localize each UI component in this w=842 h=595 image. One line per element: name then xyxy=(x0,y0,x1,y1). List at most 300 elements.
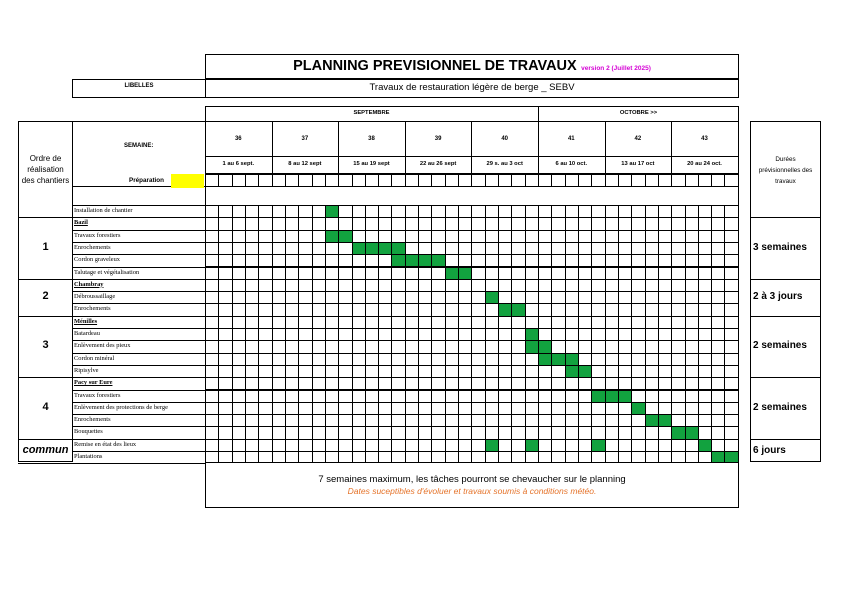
filled-cell xyxy=(485,291,499,304)
grid-cell xyxy=(485,328,499,341)
grid-cell xyxy=(325,328,339,341)
grid-cell xyxy=(218,328,232,341)
grid-cell xyxy=(325,254,339,267)
grid-cell xyxy=(698,174,712,187)
grid-cell xyxy=(538,279,552,292)
grid-cell xyxy=(685,439,699,452)
grid-cell xyxy=(205,365,219,378)
grid-cell xyxy=(618,340,632,353)
grid-cell xyxy=(551,365,565,378)
grid-cell xyxy=(498,316,512,329)
week-dates: 22 au 26 sept xyxy=(419,161,457,167)
grid-cell xyxy=(365,174,379,187)
grid-cell xyxy=(245,291,259,304)
grid-cell xyxy=(352,439,366,452)
grid-cell xyxy=(338,340,352,353)
grid-cell xyxy=(298,402,312,415)
grid-cell xyxy=(325,303,339,316)
grid-cell xyxy=(485,217,499,230)
task-label: Enrochements xyxy=(74,243,111,251)
grid-cell xyxy=(711,230,725,243)
grid-cell xyxy=(298,316,312,329)
grid-cell xyxy=(485,254,499,267)
week-dates: 1 au 6 sept. xyxy=(222,161,255,167)
grid-cell xyxy=(658,205,672,218)
grid-cell xyxy=(578,205,592,218)
grid-cell xyxy=(431,426,445,439)
grid-cell xyxy=(458,328,472,341)
task-label: Enrochements xyxy=(74,416,111,424)
grid-cell xyxy=(724,402,738,415)
filled-cell xyxy=(538,340,552,353)
grid-cell xyxy=(431,217,445,230)
grid-cell xyxy=(471,205,485,218)
grid-cell xyxy=(378,426,392,439)
filled-cell xyxy=(618,390,632,403)
grid-cell xyxy=(365,439,379,452)
grid-cell xyxy=(645,316,659,329)
task-label: Bazil xyxy=(74,219,88,227)
grid-cell xyxy=(312,267,326,280)
grid-cell xyxy=(618,439,632,452)
grid-cell xyxy=(298,303,312,316)
task-label: Talutage et végétalisation xyxy=(74,268,140,276)
filled-cell xyxy=(391,242,405,255)
grid-cell xyxy=(511,365,525,378)
grid-cell xyxy=(352,205,366,218)
grid-cell xyxy=(698,267,712,280)
grid-cell xyxy=(258,340,272,353)
duration-separator xyxy=(750,279,821,280)
footer-warning: Dates suceptibles d'évoluer et travaux soumis à conditions météo. xyxy=(347,486,597,496)
grid-cell xyxy=(258,267,272,280)
site-number: 1 xyxy=(42,241,49,254)
grid-cell xyxy=(538,217,552,230)
grid-cell xyxy=(391,390,405,403)
grid-cell xyxy=(645,340,659,353)
grid-cell xyxy=(272,279,286,292)
month-october: OCTOBRE >> xyxy=(619,110,658,116)
grid-cell xyxy=(312,365,326,378)
grid-cell xyxy=(605,316,619,329)
footer-note: 7 semaines maximum, les tâches pourront se chevaucher sur le planning xyxy=(318,474,626,485)
grid-cell xyxy=(698,340,712,353)
week-number: 40 xyxy=(501,136,509,142)
grid-cell xyxy=(565,316,579,329)
grid-cell xyxy=(418,291,432,304)
grid-cell xyxy=(458,254,472,267)
grid-cell xyxy=(605,230,619,243)
grid-cell xyxy=(471,402,485,415)
week-dates: 29 s. au 3 oct xyxy=(486,161,523,167)
grid-cell xyxy=(618,328,632,341)
grid-cell xyxy=(551,439,565,452)
grid-cell xyxy=(511,316,525,329)
grid-cell xyxy=(645,353,659,366)
grid-cell xyxy=(724,254,738,267)
grid-cell xyxy=(591,254,605,267)
grid-cell xyxy=(352,303,366,316)
grid-cell xyxy=(565,291,579,304)
grid-cell xyxy=(658,353,672,366)
filled-cell xyxy=(631,402,645,415)
site-duration: 2 semaines xyxy=(753,340,807,352)
grid-cell xyxy=(698,303,712,316)
grid-cell xyxy=(298,205,312,218)
grid-cell xyxy=(232,242,246,255)
grid-cell xyxy=(605,279,619,292)
grid-cell xyxy=(511,279,525,292)
grid-cell xyxy=(618,426,632,439)
filled-cell xyxy=(405,254,419,267)
grid-cell xyxy=(272,205,286,218)
grid-cell xyxy=(565,414,579,427)
grid-cell xyxy=(511,390,525,403)
grid-cell xyxy=(405,402,419,415)
site-separator xyxy=(18,439,738,440)
grid-cell xyxy=(645,279,659,292)
task-label: Bouquettes xyxy=(74,428,103,436)
grid-cell xyxy=(378,217,392,230)
grid-cell xyxy=(445,328,459,341)
grid-cell xyxy=(671,254,685,267)
grid-cell xyxy=(352,426,366,439)
grid-cell xyxy=(671,390,685,403)
grid-cell xyxy=(338,303,352,316)
grid-cell xyxy=(631,205,645,218)
grid-cell xyxy=(205,426,219,439)
grid-cell xyxy=(352,377,366,390)
grid-cell xyxy=(338,267,352,280)
grid-cell xyxy=(405,174,419,187)
grid-cell xyxy=(391,426,405,439)
grid-cell xyxy=(312,353,326,366)
grid-cell xyxy=(471,254,485,267)
grid-cell xyxy=(272,365,286,378)
grid-cell xyxy=(312,390,326,403)
site-separator xyxy=(18,316,738,317)
grid-cell xyxy=(631,426,645,439)
grid-cell xyxy=(631,316,645,329)
grid-cell xyxy=(685,340,699,353)
grid-cell xyxy=(431,353,445,366)
grid-cell xyxy=(391,365,405,378)
grid-cell xyxy=(205,242,219,255)
grid-cell xyxy=(591,242,605,255)
grid-cell xyxy=(631,340,645,353)
grid-cell xyxy=(232,279,246,292)
grid-cell xyxy=(312,254,326,267)
grid-cell xyxy=(312,439,326,452)
grid-cell xyxy=(671,377,685,390)
grid-cell xyxy=(724,279,738,292)
grid-cell xyxy=(205,340,219,353)
grid-cell xyxy=(338,426,352,439)
filled-cell xyxy=(498,303,512,316)
title-line xyxy=(205,57,739,75)
grid-cell xyxy=(445,254,459,267)
grid-cell xyxy=(551,377,565,390)
grid-cell xyxy=(298,377,312,390)
grid-cell xyxy=(498,414,512,427)
grid-cell xyxy=(525,174,539,187)
grid-cell xyxy=(685,217,699,230)
grid-cell xyxy=(471,340,485,353)
grid-cell xyxy=(658,402,672,415)
duration-separator xyxy=(750,377,821,378)
grid-cell xyxy=(378,267,392,280)
grid-cell xyxy=(711,426,725,439)
grid-cell xyxy=(605,439,619,452)
filled-cell xyxy=(658,414,672,427)
grid-cell xyxy=(285,402,299,415)
grid-cell xyxy=(578,353,592,366)
grid-cell xyxy=(431,414,445,427)
grid-cell xyxy=(232,174,246,187)
grid-cell xyxy=(312,303,326,316)
grid-cell xyxy=(511,174,525,187)
grid-cell xyxy=(285,242,299,255)
grid-cell xyxy=(671,230,685,243)
grid-cell xyxy=(645,242,659,255)
grid-cell xyxy=(525,303,539,316)
label-header-top xyxy=(72,121,205,122)
grid-cell xyxy=(205,217,219,230)
grid-cell xyxy=(591,267,605,280)
grid-cell xyxy=(298,242,312,255)
grid-cell xyxy=(272,242,286,255)
grid-cell xyxy=(471,353,485,366)
grid-cell xyxy=(205,402,219,415)
grid-cell xyxy=(645,390,659,403)
grid-cell xyxy=(352,217,366,230)
grid-cell xyxy=(685,291,699,304)
grid-cell xyxy=(525,267,539,280)
grid-cell xyxy=(711,242,725,255)
grid-cell xyxy=(685,303,699,316)
filled-cell xyxy=(431,254,445,267)
grid-cell xyxy=(285,217,299,230)
grid-cell xyxy=(591,316,605,329)
grid-cell xyxy=(685,328,699,341)
grid-cell xyxy=(658,328,672,341)
grid-cell xyxy=(285,340,299,353)
grid-cell xyxy=(298,230,312,243)
grid-cell xyxy=(298,217,312,230)
grid-cell xyxy=(471,230,485,243)
filled-cell xyxy=(645,414,659,427)
grid-cell xyxy=(232,353,246,366)
grid-cell xyxy=(272,426,286,439)
grid-cell xyxy=(605,217,619,230)
grid-cell xyxy=(285,414,299,427)
grid-cell xyxy=(538,205,552,218)
grid-cell xyxy=(245,402,259,415)
task-label: Enlèvement des protections de berge xyxy=(74,403,168,411)
grid-cell xyxy=(605,174,619,187)
grid-cell xyxy=(565,230,579,243)
grid-cell xyxy=(298,254,312,267)
grid-cell xyxy=(245,340,259,353)
grid-cell xyxy=(525,414,539,427)
grid-cell xyxy=(445,390,459,403)
grid-cell xyxy=(711,291,725,304)
grid-cell xyxy=(405,291,419,304)
task-label: Travaux forestiers xyxy=(74,391,121,399)
grid-cell xyxy=(724,328,738,341)
grid-cell xyxy=(605,303,619,316)
grid-cell xyxy=(511,230,525,243)
grid-cell xyxy=(605,267,619,280)
grid-cell xyxy=(312,328,326,341)
grid-cell xyxy=(458,291,472,304)
grid-cell xyxy=(498,426,512,439)
grid-cell xyxy=(405,328,419,341)
grid-cell xyxy=(205,439,219,452)
grid-cell xyxy=(245,174,259,187)
grid-cell xyxy=(698,414,712,427)
grid-cell xyxy=(498,279,512,292)
grid-cell xyxy=(658,267,672,280)
grid-cell xyxy=(658,303,672,316)
grid-cell xyxy=(525,365,539,378)
grid-cell xyxy=(338,254,352,267)
grid-cell xyxy=(458,316,472,329)
duration-separator xyxy=(750,316,821,317)
grid-cell xyxy=(591,340,605,353)
site-number: 3 xyxy=(42,339,49,352)
grid-cell xyxy=(418,402,432,415)
grid-cell xyxy=(391,230,405,243)
grid-cell xyxy=(445,291,459,304)
grid-cell xyxy=(458,279,472,292)
grid-cell xyxy=(605,353,619,366)
grid-cell xyxy=(578,328,592,341)
grid-cell xyxy=(618,217,632,230)
grid-cell xyxy=(538,390,552,403)
grid-cell xyxy=(338,279,352,292)
grid-cell xyxy=(458,365,472,378)
grid-cell xyxy=(511,377,525,390)
grid-cell xyxy=(258,390,272,403)
grid-cell xyxy=(605,402,619,415)
grid-cell xyxy=(352,230,366,243)
grid-cell xyxy=(525,291,539,304)
grid-cell xyxy=(445,414,459,427)
grid-cell xyxy=(378,254,392,267)
grid-cell xyxy=(378,390,392,403)
grid-cell xyxy=(724,242,738,255)
grid-cell xyxy=(685,377,699,390)
grid-cell xyxy=(445,205,459,218)
grid-cell xyxy=(445,353,459,366)
grid-cell xyxy=(298,365,312,378)
grid-cell xyxy=(325,340,339,353)
grid-cell xyxy=(431,365,445,378)
grid-cell xyxy=(312,291,326,304)
task-label: Travaux forestiers xyxy=(74,231,121,239)
grid-cell xyxy=(525,402,539,415)
grid-cell xyxy=(458,205,472,218)
grid-cell xyxy=(272,303,286,316)
grid-cell xyxy=(471,303,485,316)
grid-cell xyxy=(312,174,326,187)
grid-cell xyxy=(285,390,299,403)
grid-cell xyxy=(605,205,619,218)
grid-cell xyxy=(525,316,539,329)
grid-cell xyxy=(605,328,619,341)
grid-cell xyxy=(272,267,286,280)
grid-cell xyxy=(205,303,219,316)
grid-cell xyxy=(578,174,592,187)
grid-cell xyxy=(658,291,672,304)
grid-cell xyxy=(605,365,619,378)
grid-cell xyxy=(658,242,672,255)
filled-cell xyxy=(671,426,685,439)
grid-cell xyxy=(338,402,352,415)
grid-cell xyxy=(711,254,725,267)
grid-cell xyxy=(418,316,432,329)
filled-cell xyxy=(391,254,405,267)
site-number: 4 xyxy=(42,400,49,413)
grid-cell xyxy=(711,303,725,316)
grid-cell xyxy=(711,267,725,280)
grid-cell xyxy=(458,242,472,255)
task-label: Chambray xyxy=(74,280,104,288)
grid-cell xyxy=(232,217,246,230)
grid-cell xyxy=(485,205,499,218)
grid-cell xyxy=(285,328,299,341)
filled-cell xyxy=(525,439,539,452)
grid-cell xyxy=(285,174,299,187)
filled-cell xyxy=(418,254,432,267)
grid-cell xyxy=(591,353,605,366)
grid-cell xyxy=(405,390,419,403)
grid-cell xyxy=(418,365,432,378)
site-duration: 2 semaines xyxy=(753,401,807,413)
grid-cell xyxy=(698,230,712,243)
grid-cell xyxy=(471,242,485,255)
grid-cell xyxy=(618,230,632,243)
grid-cell xyxy=(685,174,699,187)
page-title: PLANNING PREVISIONNEL DE TRAVAUX xyxy=(293,58,577,74)
grid-cell xyxy=(352,316,366,329)
filled-cell xyxy=(458,267,472,280)
grid-cell xyxy=(405,279,419,292)
grid-cell xyxy=(218,390,232,403)
grid-cell xyxy=(298,328,312,341)
grid-cell xyxy=(365,254,379,267)
grid-cell xyxy=(485,267,499,280)
grid-cell xyxy=(671,328,685,341)
task-label: Enlèvement des pieux xyxy=(74,342,131,350)
grid-cell xyxy=(245,230,259,243)
grid-cell xyxy=(685,279,699,292)
grid-cell xyxy=(445,303,459,316)
grid-cell xyxy=(471,414,485,427)
grid-cell xyxy=(685,254,699,267)
grid-cell xyxy=(618,267,632,280)
grid-cell xyxy=(591,414,605,427)
grid-cell xyxy=(551,328,565,341)
grid-cell xyxy=(245,279,259,292)
grid-cell xyxy=(431,291,445,304)
grid-cell xyxy=(391,291,405,304)
task-label: Enrochements xyxy=(74,305,111,313)
grid-cell xyxy=(338,353,352,366)
grid-cell xyxy=(618,242,632,255)
grid-cell xyxy=(298,267,312,280)
